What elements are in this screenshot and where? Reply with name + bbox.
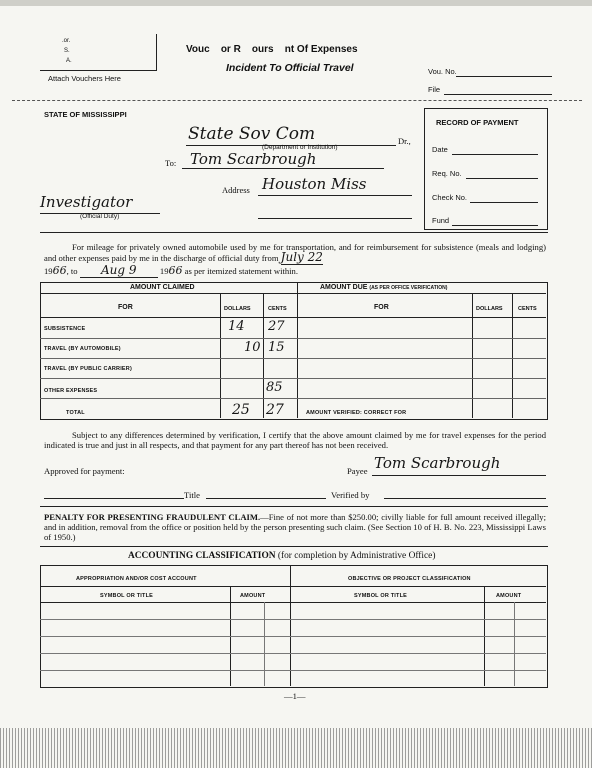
corner-text-1: .or. — [62, 38, 71, 44]
claimed-for-header: FOR — [118, 304, 133, 311]
penalty-text: PENALTY FOR PRESENTING FRAUDULENT CLAIM.—Fine of not more than $250.00; civilly liable for full amount received illegally; and in addition, removal from the office or position held by the person presenting such claim. (See Section 10 of H. B. No. 223, Mississippi Laws of 1950.) — [44, 512, 546, 542]
left-amount-header: AMOUNT — [240, 593, 266, 599]
title-label: Title — [184, 490, 200, 500]
mileage-statement: For mileage for privately owned automobile used by me for transportation, and for reimbursement for subsistence (meals and lodging) and other expenses paid by me in the discharge of official duty from July 22 — [44, 242, 546, 264]
page-number: —1— — [284, 691, 306, 701]
row-total-dollars: 25 — [232, 402, 250, 418]
claimed-cents-header: CENTS — [268, 306, 287, 312]
right-symbol-header: SYMBOL OR TITLE — [354, 593, 408, 599]
verified-by-label: Verified by — [331, 490, 370, 500]
corner-text-2: S. — [64, 48, 70, 54]
row-other-label: OTHER EXPENSES — [44, 388, 98, 394]
due-dollars-header: DOLLARS — [476, 306, 503, 312]
row-auto-cents: 15 — [268, 340, 285, 355]
file-label: File — [428, 85, 441, 94]
corner-text-3: A. — [66, 58, 72, 64]
state-label: STATE OF MISSISSIPPI — [44, 110, 127, 119]
claimed-dollars-header: DOLLARS — [224, 306, 251, 312]
row-total-label: TOTAL — [66, 410, 85, 416]
attach-vouchers-label: Attach Vouchers Here — [48, 74, 121, 83]
form-title: Vouc or R ours nt Of Expenses — [186, 44, 358, 55]
row-auto-dollars: 10 — [244, 340, 261, 355]
form-subtitle: Incident To Official Travel — [226, 62, 354, 74]
objective-header: OBJECTIVE OR PROJECT CLASSIFICATION — [348, 576, 471, 582]
row-total-cents: 27 — [266, 402, 284, 418]
appropriation-header: APPROPRIATION AND/OR COST ACCOUNT — [76, 576, 197, 582]
official-duty-value: Investigator — [40, 193, 133, 211]
amount-claimed-title: AMOUNT CLAIMED — [130, 284, 195, 291]
row-carrier-label: TRAVEL (BY PUBLIC CARRIER) — [44, 366, 133, 372]
voucher-number-label: Vou. No. — [428, 67, 457, 76]
due-for-header: FOR — [374, 304, 389, 311]
to-label: To: — [165, 158, 177, 168]
due-cents-header: CENTS — [518, 306, 537, 312]
amount-due-title: AMOUNT DUE (AS PER OFFICE VERIFICATION) — [320, 284, 448, 291]
address-label: Address — [222, 185, 250, 195]
to-value: Tom Scarbrough — [190, 150, 317, 168]
period-to-date: Aug 9 — [80, 263, 158, 278]
amount-verified-label: AMOUNT VERIFIED: CORRECT FOR — [306, 410, 407, 416]
approved-label: Approved for payment: — [44, 466, 125, 476]
payee-signature: Tom Scarbrough — [374, 454, 501, 472]
period-from-date: July 22 — [280, 250, 323, 264]
department-suffix: Dr., — [398, 136, 411, 146]
payment-fund-label: Fund — [432, 216, 450, 225]
right-amount-header: AMOUNT — [496, 593, 522, 599]
penalty-heading: PENALTY FOR PRESENTING FRAUDULENT CLAIM. — [44, 512, 261, 522]
official-duty-caption: (Official Duty) — [80, 213, 120, 220]
row-subsistence-label: SUBSISTENCE — [44, 326, 86, 332]
row-subsistence-cents: 27 — [268, 319, 285, 334]
payment-check-label: Check No. — [432, 193, 468, 202]
left-symbol-header: SYMBOL OR TITLE — [100, 593, 154, 599]
payment-date-label: Date — [432, 145, 448, 154]
row-auto-label: TRAVEL (BY AUTOMOBILE) — [44, 346, 121, 352]
row-other-cents: 85 — [266, 380, 283, 395]
department-value: State Sov Com — [188, 124, 316, 144]
address-value: Houston Miss — [262, 175, 367, 193]
attach-voucher-box — [40, 34, 157, 71]
payee-label: Payee — [347, 466, 368, 476]
payment-req-label: Req. No. — [432, 169, 462, 178]
accounting-heading: ACCOUNTING CLASSIFICATION (for completion by Administrative Office) — [128, 551, 436, 561]
record-of-payment-title: RECORD OF PAYMENT — [436, 118, 519, 127]
period-line: 1966, to Aug 9 1966 as per itemized statement within. — [44, 263, 298, 277]
certification-text: Subject to any differences determined by verification, I certify that the above amount claimed by me for travel expenses for the period indicated is true and just in all respects, and that payment for any part thereof has not been received. — [44, 430, 546, 450]
row-subsistence-dollars: 14 — [228, 319, 245, 334]
department-caption: (Department or Institution) — [262, 144, 338, 151]
